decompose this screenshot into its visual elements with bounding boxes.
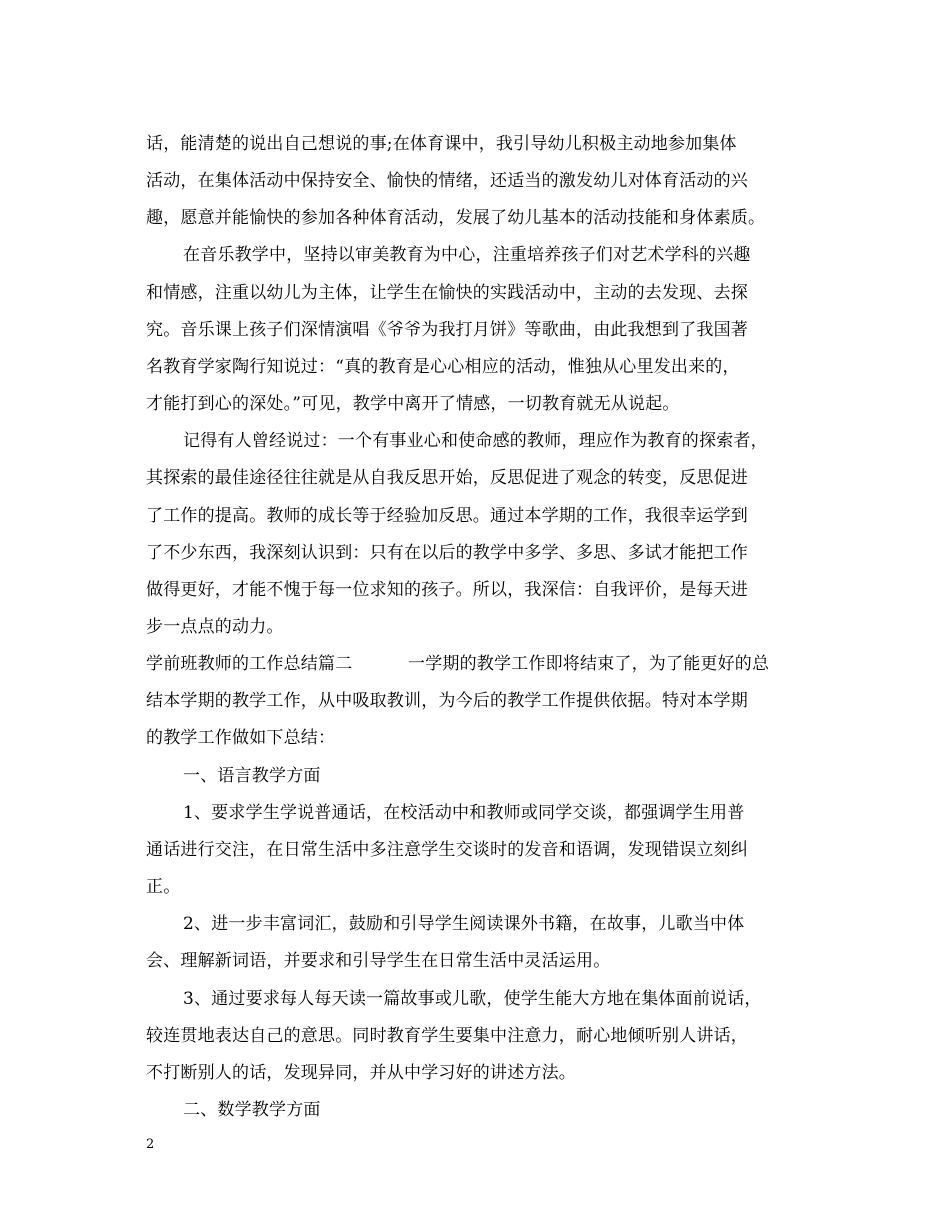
paragraph-line: 1、要求学生学说普通话，在校活动中和教师或同学交谈，都强调学生用普 xyxy=(183,803,745,823)
paragraph-line: 不打断别人的话，发现异同，并从中学习好的讲述方法。 xyxy=(146,1063,576,1083)
paragraph-line: 做得更好，才能不愧于每一位求知的孩子。所以，我深信：自我评价，是每天进 xyxy=(146,580,748,600)
page-number: 2 xyxy=(146,1137,155,1152)
subsection-heading: 二、数学教学方面 xyxy=(183,1100,321,1120)
subsection-heading: 一、语言教学方面 xyxy=(183,766,321,786)
paragraph-line: 2、进一步丰富词汇，鼓励和引导学生阅读课外书籍，在故事，儿歌当中体 xyxy=(183,914,745,934)
paragraph-line: 3、通过要求每人每天读一篇故事或儿歌，使学生能大方地在集体面前说话， xyxy=(183,989,762,1009)
paragraph-line: 一学期的教学工作即将结束了，为了能更好的总 xyxy=(408,654,770,674)
section-heading: 学前班教师的工作总结篇二 xyxy=(146,654,353,674)
paragraph-line: 在音乐教学中，坚持以审美教育为中心，注重培养孩子们对艺术学科的兴趣 xyxy=(183,245,751,265)
paragraph-line: 了工作的提高。教师的成长等于经验加反思。通过本学期的工作，我很幸运学到 xyxy=(146,506,748,526)
paragraph-line: 结本学期的教学工作，从中吸取教训，为今后的教学工作提供依据。特对本学期 xyxy=(146,691,748,711)
paragraph-line: 正。 xyxy=(146,877,181,897)
paragraph-line: 名教育学家陶行知说过：“真的教育是心心相应的活动，惟独从心里发出来的， xyxy=(146,357,740,377)
paragraph-line: 才能打到心的深处。”可见，教学中离开了情感，一切教育就无从说起。 xyxy=(146,394,680,414)
paragraph-line: 较连贯地表达自己的意思。同时教育学生要集中注意力，耐心地倾听别人讲话， xyxy=(146,1026,748,1046)
paragraph-line: 其探索的最佳途径往往就是从自我反思开始，反思促进了观念的转变，反思促进 xyxy=(146,468,748,488)
paragraph-line: 了不少东西，我深刻认识到：只有在以后的教学中多学、多思、多试才能把工作 xyxy=(146,543,748,563)
section-heading-line xyxy=(146,652,806,676)
paragraph-line: 通话进行交注，在日常生活中多注意学生交谈时的发音和语调，发现错误立刻纠 xyxy=(146,840,748,860)
paragraph-line: 步一点点的动力。 xyxy=(146,617,284,637)
paragraph-line: 的教学工作做如下总结： xyxy=(146,728,336,748)
paragraph-line: 究。音乐课上孩子们深情演唱《爷爷为我打月饼》等歌曲，由此我想到了我国著 xyxy=(146,320,748,340)
paragraph-line: 和情感，注重以幼儿为主体，让学生在愉快的实践活动中，主动的去发现、去探 xyxy=(146,283,748,303)
paragraph-line: 记得有人曾经说过：一个有事业心和使命感的教师，理应作为教育的探索者， xyxy=(183,431,768,451)
paragraph-line: 会、理解新词语，并要求和引导学生在日常生活中灵活运用。 xyxy=(146,951,611,971)
paragraph-line: 活动，在集体活动中保持安全、愉快的情绪，还适当的激发幼儿对体育活动的兴 xyxy=(146,171,748,191)
paragraph-line: 话，能清楚的说出自己想说的事;在体育课中，我引导幼儿积极主动地参加集体 xyxy=(146,134,737,154)
paragraph-line: 趣，愿意并能愉快的参加各种体育活动，发展了幼儿基本的活动技能和身体素质。 xyxy=(146,208,766,228)
